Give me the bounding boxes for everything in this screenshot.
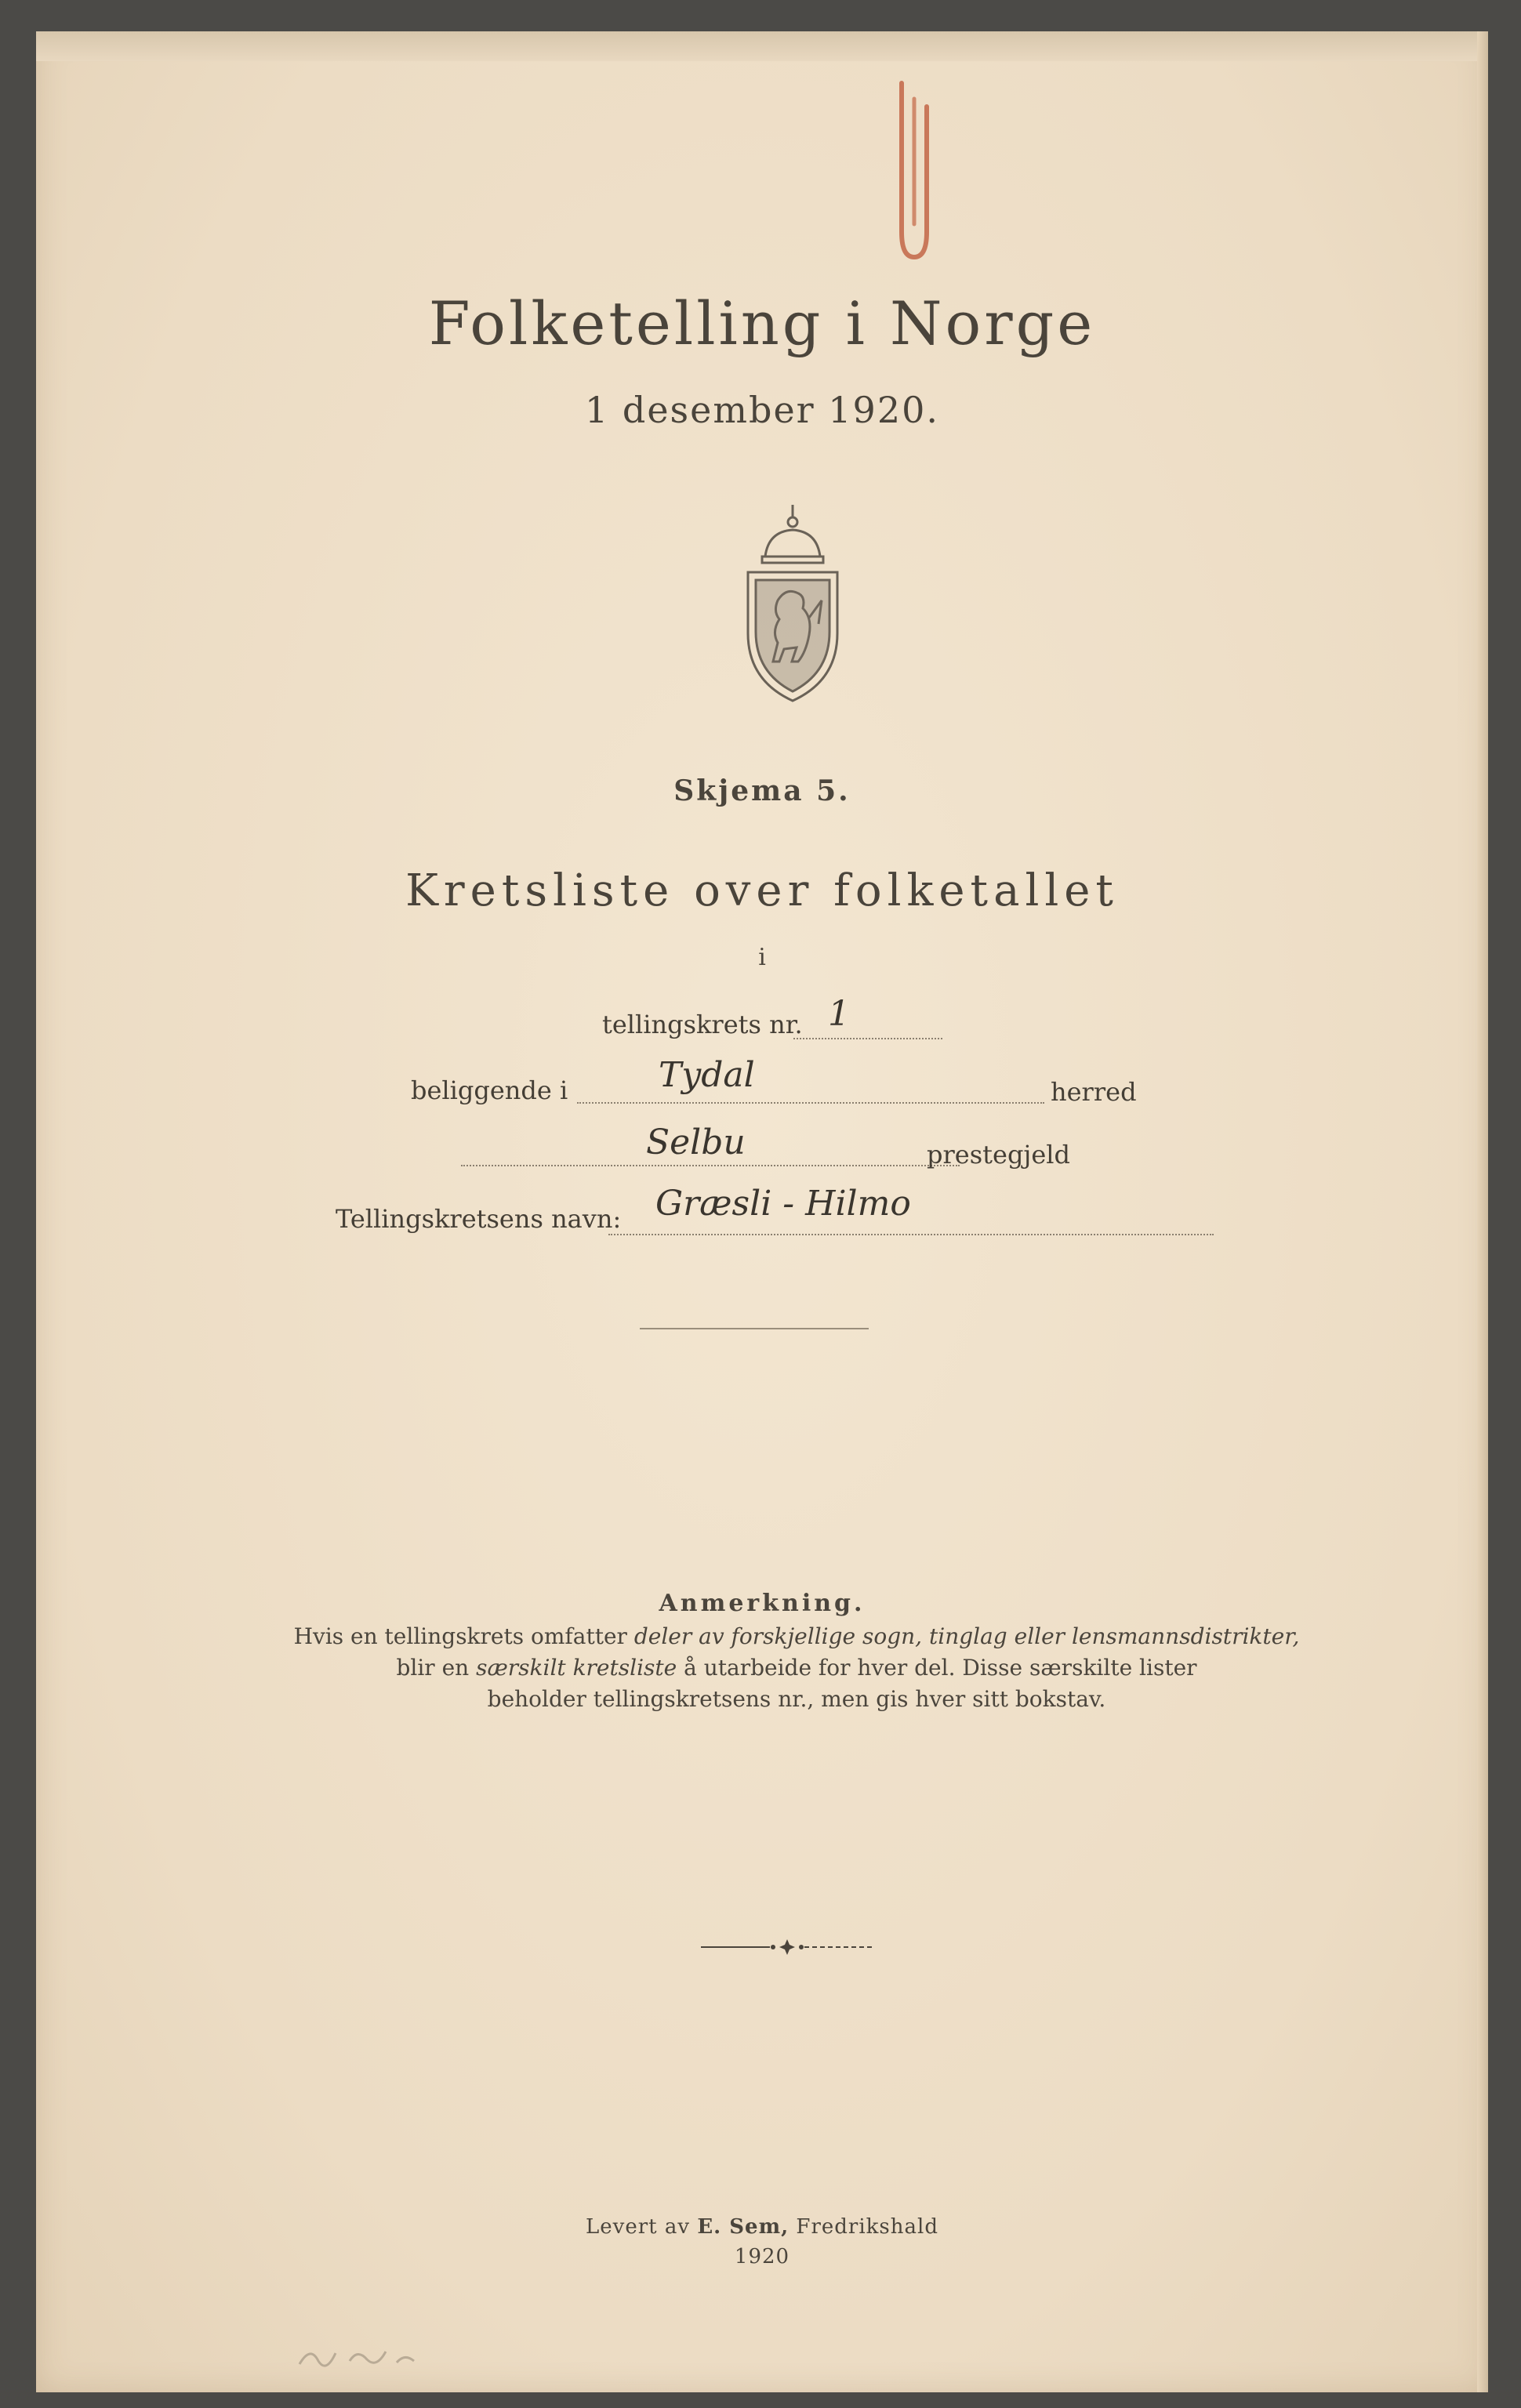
note-text bbox=[271, 1621, 1322, 1715]
printer-year: 1920 bbox=[734, 2245, 790, 2268]
prestegjeld-label: prestegjeld bbox=[927, 1140, 1070, 1170]
pencil-scribble-icon bbox=[295, 2330, 436, 2377]
note-line-1: Hvis en tellingskrets omfatter deler av forskjellige sogn, tinglag eller lensmannsdistrikter, bbox=[293, 1623, 1300, 1649]
separator-rule bbox=[640, 1328, 869, 1329]
tellingskrets-value: 1 bbox=[828, 994, 850, 1034]
beliggende-label: beliggende i bbox=[411, 1075, 568, 1105]
norwegian-coat-of-arms-icon bbox=[734, 500, 851, 705]
paper-clip-icon bbox=[884, 75, 931, 271]
page-right-edge bbox=[1477, 31, 1488, 2392]
schema-number: Skjema 5. bbox=[673, 774, 851, 807]
tellingskrets-line bbox=[793, 1038, 942, 1039]
beliggende-line bbox=[577, 1102, 1044, 1104]
ornament-divider-icon bbox=[699, 1938, 875, 1956]
kretsnavn-label: Tellingskretsens navn: bbox=[336, 1204, 622, 1234]
beliggende-value: Tydal bbox=[659, 1055, 755, 1095]
note-heading: Anmerkning. bbox=[659, 1590, 866, 1617]
note-line-2: blir en særskilt kretsliste å utarbeide for hver del. Disse særskilte lister bbox=[396, 1655, 1197, 1681]
form-heading: Kretsliste over folketallet bbox=[405, 865, 1119, 916]
prestegjeld-line bbox=[461, 1165, 960, 1166]
connector-i: i bbox=[758, 944, 766, 971]
tellingskrets-label: tellingskrets nr. bbox=[602, 1010, 803, 1039]
printer-line: Levert av E. Sem, Fredrikshald bbox=[586, 2215, 938, 2239]
prestegjeld-value: Selbu bbox=[646, 1122, 746, 1162]
note-line-3: beholder tellingskretsens nr., men gis hver sitt bokstav. bbox=[487, 1686, 1106, 1712]
page-top-edge bbox=[36, 31, 1488, 61]
census-form-page bbox=[36, 31, 1488, 2392]
kretsnavn-line bbox=[608, 1234, 1214, 1235]
document-title: Folketelling i Norge bbox=[428, 288, 1096, 358]
kretsnavn-value: Græsli - Hilmo bbox=[655, 1184, 911, 1224]
census-date: 1 desember 1920. bbox=[585, 389, 939, 431]
herred-label: herred bbox=[1051, 1077, 1137, 1107]
